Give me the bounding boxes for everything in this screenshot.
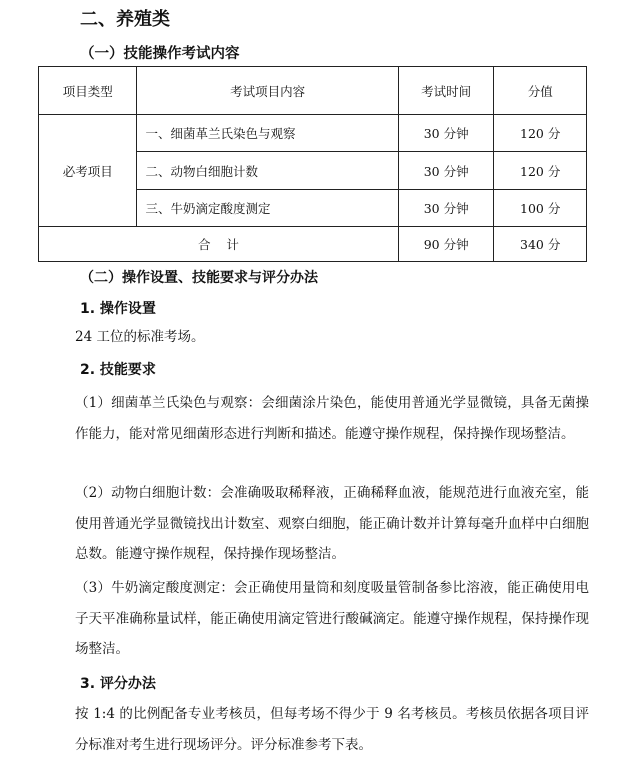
table-header-row [39, 67, 587, 115]
subsection-title-exam-content: （一）技能操作考试内容 [80, 46, 240, 62]
operation-setup-title: 1. 操作设置 [80, 301, 156, 317]
section-heading: 二、养殖类 [80, 9, 170, 30]
skill-requirement-paragraph: （1）细菌革兰氏染色与观察：会细菌涂片染色，能使用普通光学显微镜，具备无菌操作能力，能对常见细菌形态进行判断和描述。能遵守操作规程，保持操作现场整洁。 [75, 395, 589, 442]
table-header-cell: 分值 [494, 67, 587, 115]
exam-content-table [38, 66, 587, 262]
item-time-cell: 30 分钟 [398, 152, 493, 190]
total-score-cell: 340 分 [494, 227, 587, 262]
skill-requirement-paragraph: （3）牛奶滴定酸度测定：会正确使用量筒和刻度吸量管制备参比溶液，能正确使用电子天平准确称量试样，能正确使用滴定管进行酸碱滴定。能遵守操作规程，保持操作现场整洁。 [75, 580, 589, 657]
skill-requirement-paragraph: （2）动物白细胞计数：会准确吸取稀释液，正确稀释血液，能规范进行血液充室，能使用普通光学显微镜找出计数室、观察白细胞，能正确计数并计算每毫升血样中白细胞总数。能遵守操作规程，保持操作现场整洁。 [75, 485, 589, 562]
operation-setup-text: 24 工位的标准考场。 [75, 329, 205, 345]
item-content-cell: 三、牛奶滴定酸度测定 [137, 190, 399, 227]
skill-requirements-title: 2. 技能要求 [80, 362, 156, 378]
item-content-cell: 二、动物白细胞计数 [137, 152, 399, 190]
table-header-cell: 考试项目内容 [137, 67, 399, 115]
item-score-cell: 120 分 [494, 115, 587, 152]
item-time-cell: 30 分钟 [398, 190, 493, 227]
item-score-cell: 120 分 [494, 152, 587, 190]
total-label-cell: 合 计 [39, 227, 399, 262]
item-score-cell: 100 分 [494, 190, 587, 227]
scoring-method-title: 3. 评分办法 [80, 676, 156, 692]
scoring-method-text: 按 1:4 的比例配备专业考核员，但每考场不得少于 9 名考核员。考核员依据各项目评分标准对考生进行现场评分。评分标准参考下表。 [75, 706, 589, 753]
group-label-cell: 必考项目 [39, 115, 137, 227]
table-header-cell: 考试时间 [398, 67, 493, 115]
total-time-cell: 90 分钟 [398, 227, 493, 262]
table-header-cell: 项目类型 [39, 67, 137, 115]
item-content-cell: 一、细菌革兰氏染色与观察 [137, 115, 399, 152]
item-time-cell: 30 分钟 [398, 115, 493, 152]
table-total-row [39, 227, 587, 262]
table-row [39, 115, 587, 152]
subsection-title-settings: （二）操作设置、技能要求与评分办法 [80, 270, 318, 286]
